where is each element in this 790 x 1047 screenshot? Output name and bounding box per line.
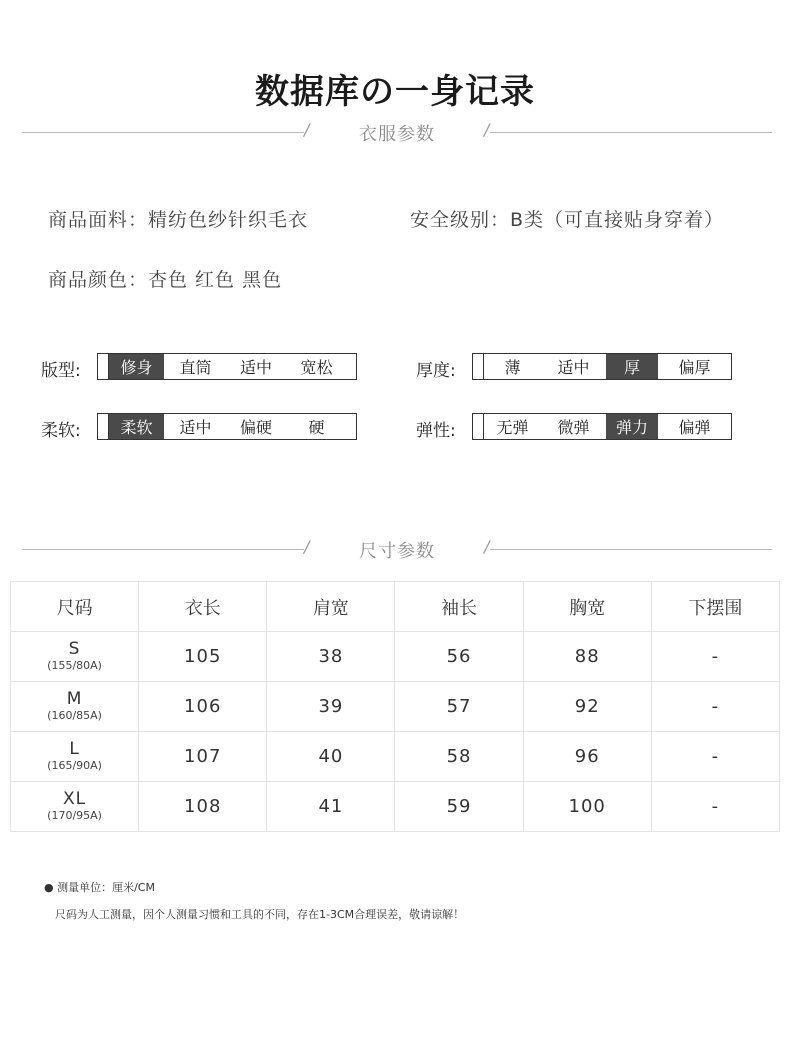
header-size: 尺码 [11, 582, 139, 632]
param-thickness-option-selected: 厚 [606, 354, 658, 379]
section-title-clothing-params: 衣服参数 [359, 124, 435, 145]
table-cell: - [651, 682, 779, 732]
divider-slash-left: / [304, 537, 310, 556]
safety-level-info: 安全级别：B类（可直接贴身穿着） [410, 209, 725, 231]
measurement-unit-note: ● 测量单位：厘米/CM [44, 881, 155, 894]
header-hem: 下摆围 [651, 582, 779, 632]
table-cell: - [651, 732, 779, 782]
param-fit-option: 适中 [239, 358, 272, 377]
param-softness [41, 413, 357, 440]
param-thickness-option: 薄 [504, 358, 521, 377]
param-fit-option-selected: 修身 [109, 354, 164, 379]
table-cell: 88 [523, 632, 651, 682]
page-title: 数据库の一身记录 [255, 72, 535, 112]
table-cell: 41 [267, 782, 395, 832]
size-label: M [66, 689, 83, 709]
param-softness-option: 硬 [308, 418, 325, 437]
param-fit-scale [97, 353, 357, 380]
param-softness-scale [97, 413, 357, 440]
divider-line-right [490, 132, 772, 133]
table-cell: 39 [267, 682, 395, 732]
section-title-size-params: 尺寸参数 [359, 541, 435, 562]
param-fit-option: 宽松 [300, 358, 333, 377]
size-spec: (170/95A) [47, 809, 102, 822]
table-cell: 58 [395, 732, 523, 782]
param-elasticity-label: 弹性: [416, 421, 456, 441]
size-label: S [68, 639, 81, 659]
table-cell: 57 [395, 682, 523, 732]
param-softness-option-selected: 柔软 [109, 414, 164, 439]
param-elasticity-option: 无弹 [496, 418, 529, 437]
header-shoulder: 肩宽 [267, 582, 395, 632]
header-length: 衣长 [139, 582, 267, 632]
table-cell: 38 [267, 632, 395, 682]
size-label: XL [63, 789, 87, 809]
table-row [11, 682, 780, 732]
size-table-header-row [11, 582, 780, 632]
param-elasticity [416, 413, 732, 440]
param-fit-label: 版型: [41, 361, 81, 381]
param-softness-label: 柔软: [41, 421, 81, 441]
table-row [11, 782, 780, 832]
size-table [10, 581, 780, 832]
divider-slash-right: / [484, 120, 490, 139]
param-thickness-label: 厚度: [416, 361, 456, 381]
color-info: 商品颜色：杏色 红色 黑色 [48, 269, 283, 291]
param-thickness [416, 353, 732, 380]
size-cell [11, 632, 139, 682]
table-cell: 59 [395, 782, 523, 832]
param-thickness-option: 适中 [557, 358, 590, 377]
table-cell: 56 [395, 632, 523, 682]
param-softness-option: 适中 [179, 418, 212, 437]
section-divider-clothing-params [22, 118, 772, 148]
size-spec: (165/90A) [47, 759, 102, 772]
param-fit-option: 直筒 [179, 358, 212, 377]
param-elasticity-option: 偏弹 [678, 418, 711, 437]
table-cell: 92 [523, 682, 651, 732]
table-cell: 100 [523, 782, 651, 832]
size-cell [11, 782, 139, 832]
table-cell: 108 [139, 782, 267, 832]
size-cell [11, 682, 139, 732]
size-label: L [69, 739, 80, 759]
table-cell: - [651, 632, 779, 682]
param-elasticity-scale [472, 413, 732, 440]
param-elasticity-option: 微弹 [557, 418, 590, 437]
divider-slash-right: / [484, 537, 490, 556]
header-sleeve: 袖长 [395, 582, 523, 632]
divider-line-right [490, 549, 772, 550]
size-spec: (160/85A) [47, 709, 102, 722]
table-cell: 40 [267, 732, 395, 782]
section-divider-size-params [22, 535, 772, 565]
table-row [11, 732, 780, 782]
param-softness-option: 偏硬 [239, 418, 272, 437]
table-cell: 107 [139, 732, 267, 782]
size-cell [11, 732, 139, 782]
table-cell: - [651, 782, 779, 832]
material-info: 商品面料：精纺色纱针织毛衣 [48, 209, 309, 231]
table-row [11, 632, 780, 682]
param-thickness-scale [472, 353, 732, 380]
param-fit [41, 353, 357, 380]
table-cell: 106 [139, 682, 267, 732]
measurement-disclaimer: 尺码为人工测量，因个人测量习惯和工具的不同，存在1-3CM合理误差，敬请谅解！ [55, 908, 465, 921]
table-cell: 105 [139, 632, 267, 682]
size-spec: (155/80A) [47, 659, 102, 672]
divider-slash-left: / [304, 120, 310, 139]
table-cell: 96 [523, 732, 651, 782]
param-elasticity-option-selected: 弹力 [606, 414, 658, 439]
header-chest: 胸宽 [523, 582, 651, 632]
param-thickness-option: 偏厚 [678, 358, 711, 377]
